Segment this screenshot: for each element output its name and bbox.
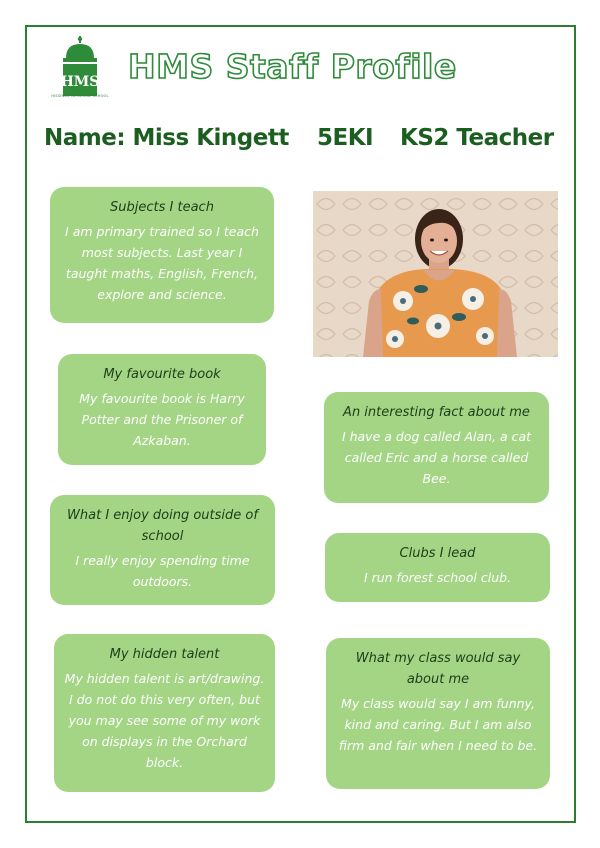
- card-book-heading: My favourite book: [103, 367, 221, 382]
- logo-caption: HISSINGS MEMORIAL SCHOOL: [51, 94, 109, 98]
- card-favourite-book: [58, 354, 266, 465]
- photo-illustration: [313, 191, 558, 357]
- card-clubs: [325, 533, 550, 602]
- card-outside-heading: What I enjoy doing outside of school: [67, 508, 258, 544]
- teacher-name: Name: Miss Kingett: [44, 125, 289, 151]
- card-clubs-heading: Clubs I lead: [399, 546, 476, 561]
- card-class-heading: What my class would say about me: [355, 651, 521, 687]
- card-class-body: My class would say I am funny, kind and caring. But I am also firm and fair when I need to be.: [338, 696, 538, 753]
- role-label: KS2 Teacher: [400, 125, 554, 151]
- card-hidden-talent: [54, 634, 275, 792]
- card-fact-heading: An interesting fact about me: [343, 405, 530, 420]
- page-title: HMS Staff Profile: [128, 47, 457, 86]
- card-interesting-fact: [324, 392, 549, 503]
- card-outside-school: [50, 495, 275, 605]
- teacher-photo: [313, 191, 558, 357]
- card-subjects: [50, 187, 274, 323]
- card-class-would-say: [326, 638, 550, 789]
- card-clubs-body: I run forest school club.: [363, 570, 512, 585]
- card-fact-body: I have a dog called Alan, a cat called Eric and a horse called Bee.: [341, 429, 532, 486]
- school-logo: [58, 36, 102, 102]
- card-subjects-body: I am primary trained so I teach most subjects. Last year I taught maths, English, French, explore and science.: [65, 224, 259, 302]
- card-talent-body: My hidden talent is art/drawing. I do not do this very often, but you may see some of my work on displays in the Orchard block.: [64, 671, 265, 770]
- logo-letters: HMS: [60, 74, 100, 90]
- class-code: 5EKI: [317, 125, 374, 151]
- card-outside-body: I really enjoy spending time outdoors.: [75, 553, 250, 589]
- card-talent-heading: My hidden talent: [109, 647, 220, 662]
- card-subjects-heading: Subjects I teach: [110, 200, 214, 215]
- card-book-body: My favourite book is Harry Potter and the Prisoner of Azkaban.: [79, 391, 245, 448]
